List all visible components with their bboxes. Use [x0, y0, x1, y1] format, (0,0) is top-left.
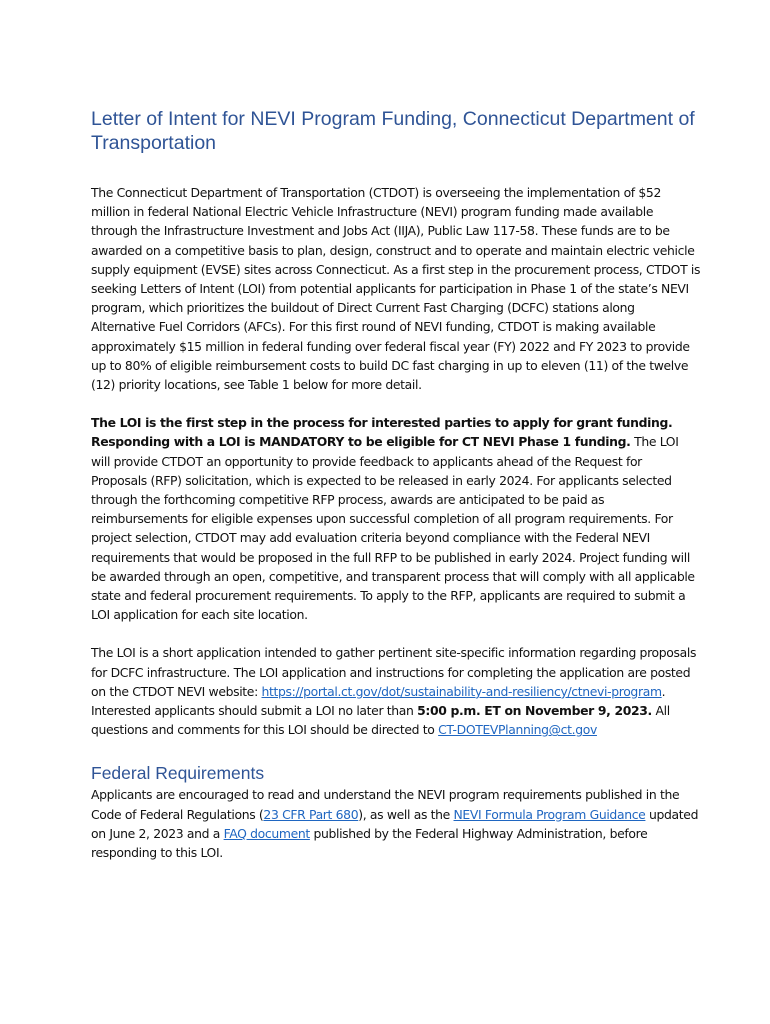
- loi-paragraph: [91, 413, 701, 624]
- application-paragraph: [91, 643, 701, 739]
- loi-mandatory-statement: The LOI is the first step in the process for interested parties to apply for grant funding. Responding with a LOI is MANDATORY to be eligible for CT NEVI Phase 1 funding.: [91, 415, 673, 450]
- federal-text-2: ), as well as the: [358, 806, 454, 822]
- loi-paragraph-text: The LOI will provide CTDOT an opportunity to provide feedback to applicants ahead of the Request for Proposals (RFP) solicitation, which is expected to be released in early 2024. For applicants selected through the forthcoming competitive RFP process, awards are anticipated to be paid as reimbursements for eligible expenses upon successful completion of all program requirements. For project selection, CTDOT may add evaluation criteria beyond compliance with the Federal NEVI requirements that would be proposed in the full RFP to be published in early 2024. Project funding will be awarded through an open, competitive, and transparent process that will comply with all applicable state and federal procurement requirements. To apply to the RFP, applicants are required to submit a LOI application for each site location.: [91, 434, 695, 623]
- document-title: Letter of Intent for NEVI Program Funding, Connecticut Department of Transportation: [91, 108, 695, 154]
- faq-document-link[interactable]: FAQ document: [223, 825, 310, 841]
- document-page: [91, 108, 701, 881]
- application-text-2: . Interested applicants should submit a LOI no later than: [91, 683, 666, 719]
- contact-email-link[interactable]: CT-DOTEVPlanning@ct.gov: [438, 722, 597, 738]
- cfr-part-680-link[interactable]: 23 CFR Part 680: [263, 806, 359, 822]
- intro-paragraph: The Connecticut Department of Transportation (CTDOT) is overseeing the implementation of $52 million in federal National Electric Vehicle Infrastructure (NEVI) program funding made available through the Infrastructure Investment and Jobs Act (IIJA), Public Law 117-58. These funds are to be awarded on a competitive basis to plan, design, construct and to operate and maintain electric vehicle supply equipment (EVSE) sites across Connecticut. As a first step in the procurement process, CTDOT is seeking Letters of Intent (LOI) from potential applicants for participation in Phase 1 of the state’s NEVI program, which prioritizes the buildout of Direct Current Fast Charging (DCFC) stations along Alternative Fuel Corridors (AFCs). For this first round of NEVI funding, CTDOT is making available approximately $15 million in federal funding over federal fiscal year (FY) 2022 and FY 2023 to provide up to 80% of eligible reimbursement costs to build DC fast charging in up to eleven (11) of the twelve (12) priority locations, see Table 1 below for more detail.: [91, 185, 701, 393]
- ctnevi-website-link[interactable]: https://portal.ct.gov/dot/sustainability-and-resiliency/ctnevi-program: [261, 683, 662, 699]
- submission-deadline: 5:00 p.m. ET on November 9, 2023.: [417, 703, 652, 719]
- application-text-1: The LOI is a short application intended to gather pertinent site-specific information regarding proposals for DCFC infrastructure. The LOI application and instructions for completing the application are posted on the CTDOT NEVI website:: [91, 645, 697, 699]
- federal-text-3: updated on June 2, 2023 and a: [91, 806, 699, 841]
- federal-requirements-heading: Federal Requirements: [91, 763, 265, 784]
- nevi-guidance-link[interactable]: NEVI Formula Program Guidance: [453, 806, 646, 822]
- application-text-3: All questions and comments for this LOI should be directed to: [91, 703, 670, 738]
- federal-text-1: Applicants are encouraged to read and understand the NEVI program requirements published in the Code of Federal Regulations (: [91, 787, 680, 822]
- federal-text-4: published by the Federal Highway Administration, before responding to this LOI.: [91, 825, 648, 861]
- federal-requirements-paragraph: [91, 785, 701, 862]
